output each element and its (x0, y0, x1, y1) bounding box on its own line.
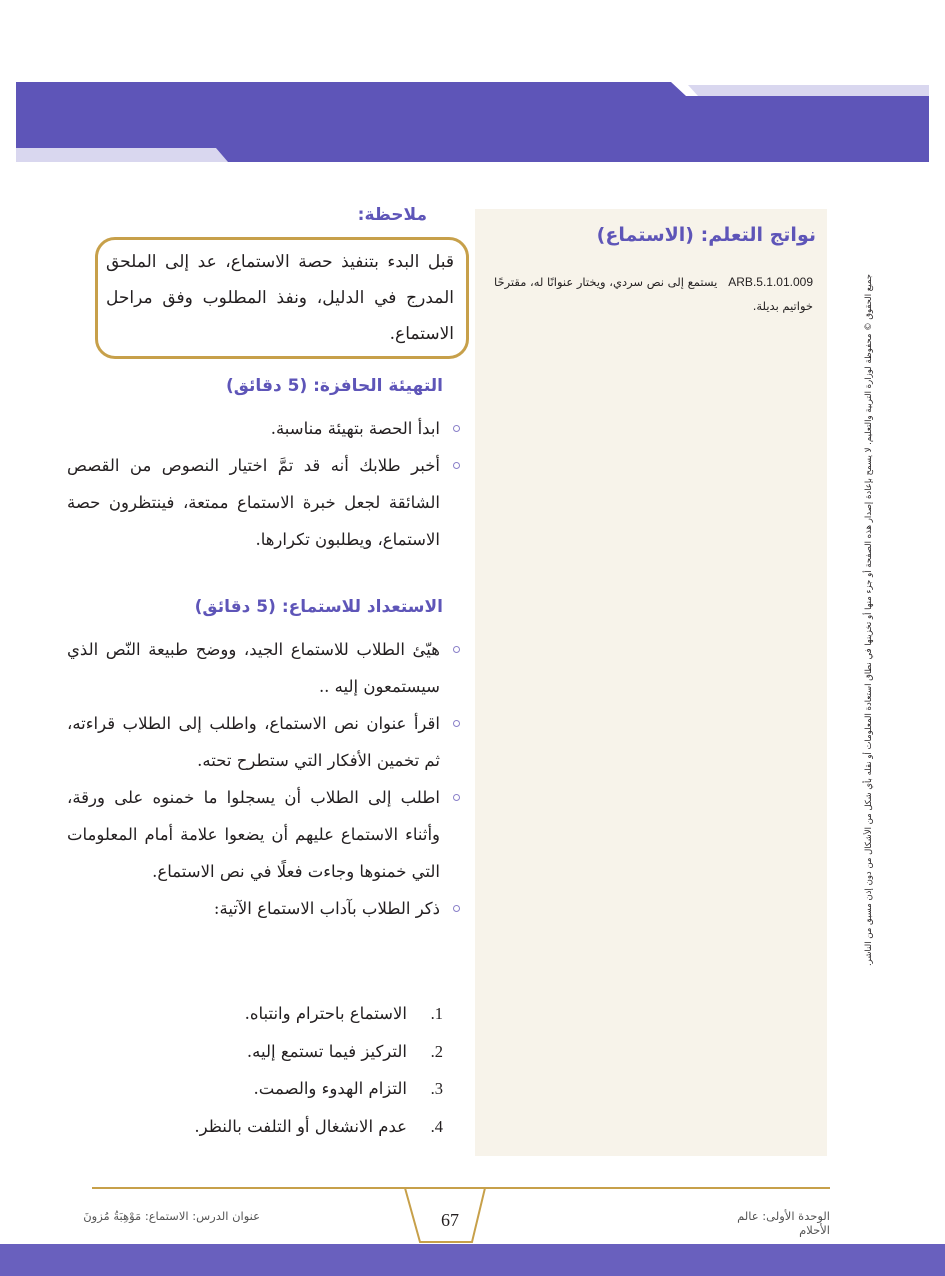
outcome-text: يستمع إلى نص سردي، ويختار عنوانًا له، مقترحًا خواتيم بديلة. (493, 275, 813, 313)
list-item: ابدأ الحصة بتهيئة مناسبة. (67, 410, 462, 447)
list-item: 3. التزام الهدوء والصمت. (253, 1079, 443, 1098)
warmup-title: التهيئة الحافزة: (5 دقائق) (225, 376, 443, 396)
page-number: 67 (441, 1210, 459, 1230)
list-item: أخبر طلابك أنه قد تمَّ اختيار النصوص من القصص الشائقة لجعل خبرة الاستماع ممتعة، فينتظرون حصة الاستماع، ويطلبون تكرارها. (67, 447, 462, 558)
footer-unit-title: الوحدة الأولى: عالم الأحلام (737, 1209, 830, 1237)
list-item: 4. عدم الانشغال أو التلفت بالنظر. (194, 1116, 443, 1136)
copyright-notice: جميع الحقوق © محفوظة لوزارة التربية والتعليم. لا يسمح بإعادة إصدار هذه الصفحة أو جزء منها أو تخزينها في نطاق استعادة المعلومات أو نقله بأي شكل من الأشكال من دون إذن مسبق من الناشر. (864, 273, 874, 967)
bullet-icon (453, 905, 460, 912)
bullet-icon (453, 720, 460, 727)
learning-outcome-item (478, 270, 813, 318)
learning-outcomes-panel (475, 209, 827, 1156)
bullet-icon (453, 794, 460, 801)
bullet-icon (453, 646, 460, 653)
header-banner (16, 82, 929, 162)
readiness-list (67, 631, 462, 927)
etiquette-list (143, 995, 443, 1145)
note-box: قبل البدء بتنفيذ حصة الاستماع، عد إلى الملحق المدرج في الدليل، ونفذ المطلوب وفق مراحل الاستماع. (95, 237, 469, 359)
learning-outcomes-title: نواتج التعلم: (الاستماع) (596, 224, 816, 246)
bullet-icon (453, 425, 460, 432)
list-item: 2. التركيز فيما تستمع إليه. (246, 1041, 443, 1061)
list-item: اقرأ عنوان نص الاستماع، واطلب إلى الطلاب قراءته، ثم تخمين الأفكار التي ستطرح تحته. (67, 705, 462, 779)
outcome-code: ARB.5.1.01.009 (728, 275, 813, 289)
bullet-icon (453, 462, 460, 469)
note-label: ملاحظة: (357, 205, 427, 225)
readiness-title: الاستعداد للاستماع: (5 دقائق) (194, 597, 443, 617)
footer-lesson-title: عنوان الدرس: الاستماع: مَوْهِبَةُ مُزونَ (83, 1209, 260, 1223)
list-item: هيّئ الطلاب للاستماع الجيد، ووضح طبيعة النّص الذي سيستمعون إليه .. (67, 631, 462, 705)
warmup-list (67, 410, 462, 558)
list-item: ذكر الطلاب بآداب الاستماع الآتية: (67, 890, 462, 927)
list-item: اطلب إلى الطلاب أن يسجلوا ما خمنوه على ورقة، وأثناء الاستماع عليهم أن يضعوا علامة أمام المعلومات التي خمنوها وجاءت فعلًا في نص الاستماع. (67, 779, 462, 890)
list-item: 1. الاستماع باحترام وانتباه. (244, 1004, 443, 1023)
